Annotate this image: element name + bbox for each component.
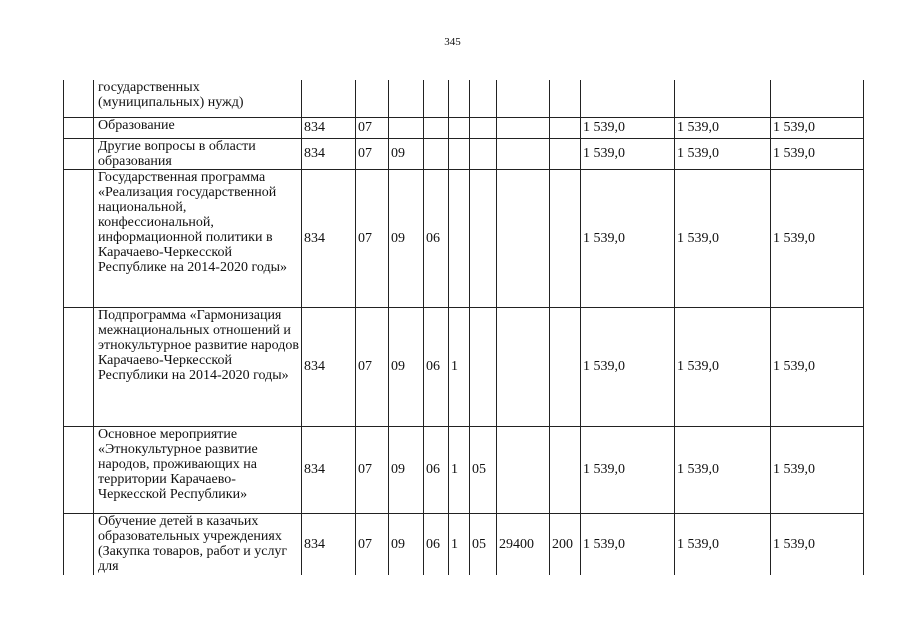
- amount-cell: [675, 80, 771, 117]
- code-cell: 06: [424, 307, 449, 426]
- blank-cell: [64, 169, 94, 307]
- table-row: [64, 117, 864, 138]
- blank-cell: [64, 138, 94, 169]
- amount-cell: 1 539,0: [771, 117, 864, 138]
- amount-cell: 1 539,0: [771, 169, 864, 307]
- code-cell: 06: [424, 426, 449, 513]
- code-cell: [497, 117, 550, 138]
- code-cell: [389, 117, 424, 138]
- code-cell: [497, 307, 550, 426]
- code-cell: [449, 117, 470, 138]
- code-cell: 07: [356, 307, 389, 426]
- code-cell: [497, 80, 550, 117]
- item-name-cell: Подпрограмма «Гармонизация межнациональных отношений и этнокультурное развитие народов Карачаево-Черкесской Республики на 2014-2020 годы»: [94, 307, 302, 426]
- code-cell: [550, 117, 581, 138]
- amount-cell: 1 539,0: [675, 169, 771, 307]
- item-name-cell: Обучение детей в казачьих образовательных учреждениях (Закупка товаров, работ и услуг для: [94, 513, 302, 575]
- code-cell: [449, 138, 470, 169]
- code-cell: 06: [424, 513, 449, 575]
- amount-cell: 1 539,0: [675, 307, 771, 426]
- code-cell: 09: [389, 426, 424, 513]
- item-name-cell: государственных (муниципальных) нужд): [94, 80, 302, 117]
- amount-cell: [771, 80, 864, 117]
- code-cell: 07: [356, 138, 389, 169]
- code-cell: [470, 138, 497, 169]
- table-row: [64, 138, 864, 169]
- code-cell: [424, 80, 449, 117]
- code-cell: [470, 80, 497, 117]
- amount-cell: 1 539,0: [771, 138, 864, 169]
- blank-cell: [64, 117, 94, 138]
- item-name-cell: Образование: [94, 117, 302, 138]
- code-cell: 834: [302, 513, 356, 575]
- budget-table-body: [64, 80, 864, 575]
- blank-cell: [64, 80, 94, 117]
- item-name-cell: Другие вопросы в области образования: [94, 138, 302, 169]
- code-cell: [550, 169, 581, 307]
- page-number: 345: [444, 36, 461, 48]
- code-cell: 834: [302, 138, 356, 169]
- code-cell: [497, 138, 550, 169]
- item-name-cell: Основное мероприятие «Этнокультурное развитие народов, проживающих на территории Карачаево-Черкесской Республики»: [94, 426, 302, 513]
- code-cell: 29400: [497, 513, 550, 575]
- code-cell: [470, 307, 497, 426]
- amount-cell: 1 539,0: [581, 169, 675, 307]
- amount-cell: [581, 80, 675, 117]
- code-cell: [424, 138, 449, 169]
- code-cell: [302, 80, 356, 117]
- code-cell: [550, 138, 581, 169]
- code-cell: 834: [302, 307, 356, 426]
- amount-cell: 1 539,0: [675, 138, 771, 169]
- code-cell: [356, 80, 389, 117]
- blank-cell: [64, 513, 94, 575]
- code-cell: [449, 80, 470, 117]
- amount-cell: 1 539,0: [581, 117, 675, 138]
- code-cell: 09: [389, 513, 424, 575]
- code-cell: 09: [389, 307, 424, 426]
- code-cell: [550, 80, 581, 117]
- table-row: [64, 307, 864, 426]
- amount-cell: 1 539,0: [771, 426, 864, 513]
- code-cell: [470, 117, 497, 138]
- code-cell: [550, 307, 581, 426]
- code-cell: 07: [356, 426, 389, 513]
- amount-cell: 1 539,0: [675, 117, 771, 138]
- code-cell: 09: [389, 169, 424, 307]
- code-cell: [470, 169, 497, 307]
- code-cell: 05: [470, 513, 497, 575]
- code-cell: [497, 169, 550, 307]
- blank-cell: [64, 307, 94, 426]
- amount-cell: 1 539,0: [771, 513, 864, 575]
- amount-cell: 1 539,0: [581, 138, 675, 169]
- code-cell: 07: [356, 513, 389, 575]
- code-cell: [424, 117, 449, 138]
- code-cell: 07: [356, 117, 389, 138]
- code-cell: 09: [389, 138, 424, 169]
- budget-table: [63, 80, 864, 575]
- table-row: [64, 426, 864, 513]
- blank-cell: [64, 426, 94, 513]
- item-name-cell: Государственная программа «Реализация государственной национальной, конфессиональной, информационной политики в Карачаево-Черкесской Республике на 2014-2020 годы»: [94, 169, 302, 307]
- code-cell: [389, 80, 424, 117]
- code-cell: 06: [424, 169, 449, 307]
- amount-cell: 1 539,0: [581, 426, 675, 513]
- code-cell: 1: [449, 426, 470, 513]
- amount-cell: 1 539,0: [675, 426, 771, 513]
- code-cell: [550, 426, 581, 513]
- table-row: [64, 169, 864, 307]
- amount-cell: 1 539,0: [771, 307, 864, 426]
- code-cell: 834: [302, 117, 356, 138]
- code-cell: 834: [302, 169, 356, 307]
- code-cell: 1: [449, 307, 470, 426]
- code-cell: 1: [449, 513, 470, 575]
- code-cell: [449, 169, 470, 307]
- code-cell: 05: [470, 426, 497, 513]
- amount-cell: 1 539,0: [581, 307, 675, 426]
- amount-cell: 1 539,0: [675, 513, 771, 575]
- table-row: [64, 513, 864, 575]
- amount-cell: 1 539,0: [581, 513, 675, 575]
- code-cell: 07: [356, 169, 389, 307]
- code-cell: [497, 426, 550, 513]
- code-cell: 834: [302, 426, 356, 513]
- table-row: [64, 80, 864, 117]
- code-cell: 200: [550, 513, 581, 575]
